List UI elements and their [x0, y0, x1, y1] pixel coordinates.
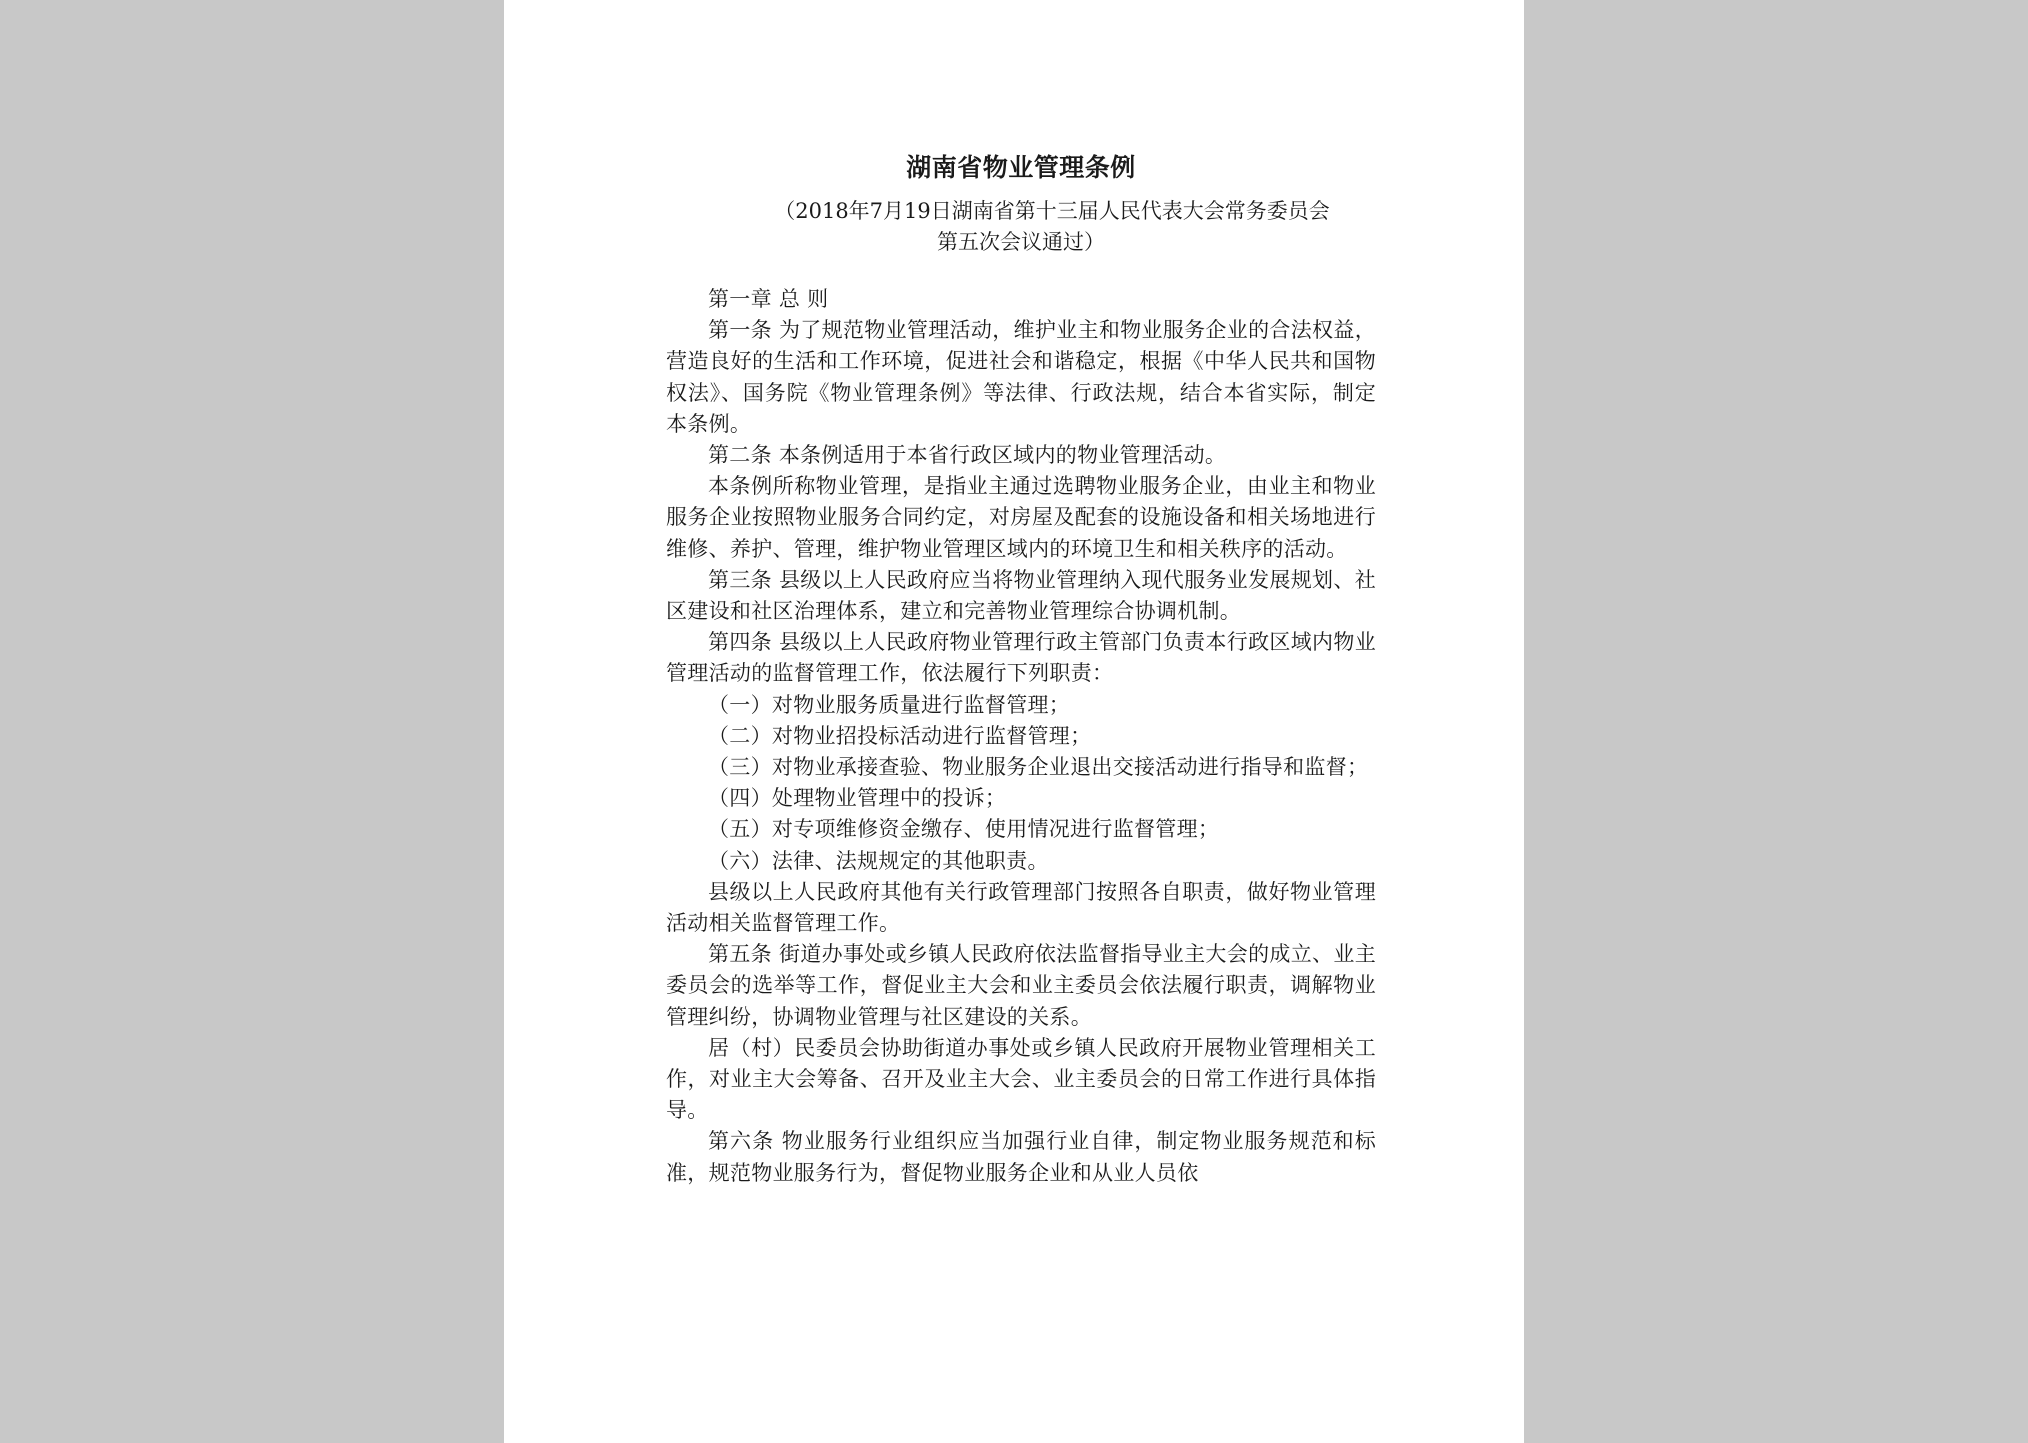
- list-item: （五）对专项维修资金缴存、使用情况进行监督管理；: [708, 817, 1220, 842]
- subtitle-line-2: 第五次会议通过）: [937, 230, 1105, 254]
- article-paragraph: 第六条 物业服务行业组织应当加强行业自律，制定物业服务规范和标准，规范物业服务行为，督促物业服务企业和从业人员依: [666, 1129, 1376, 1185]
- document-body: [666, 284, 1376, 1189]
- list-item: （二）对物业招投标活动进行监督管理；: [708, 723, 1092, 748]
- list-item: （三）对物业承接查验、物业服务企业退出交接活动进行指导和监督；: [708, 755, 1369, 780]
- article-paragraph: 第一条 为了规范物业管理活动，维护业主和物业服务企业的合法权益，营造良好的生活和工作环境，促进社会和谐稳定，根据《中华人民共和国物权法》、国务院《物业管理条例》等法律、行政法规，结合本省实际，制定本条例。: [666, 318, 1376, 436]
- document-content: [666, 148, 1376, 1189]
- article-paragraph: 第五条 街道办事处或乡镇人民政府依法监督指导业主大会的成立、业主委员会的选举等工作，督促业主大会和业主委员会依法履行职责，调解物业管理纠纷，协调物业管理与社区建设的关系。: [666, 942, 1376, 1029]
- chapter-heading: 第一章 总 则: [708, 287, 829, 311]
- subtitle-line-1: （2018年7月19日湖南省第十三届人民代表大会常务委员会: [774, 199, 1330, 223]
- list-item: （六）法律、法规规定的其他职责。: [708, 848, 1049, 873]
- document-subtitle: [666, 196, 1376, 258]
- document-page: [504, 0, 1524, 1443]
- document-title: 湖南省物业管理条例: [906, 153, 1136, 182]
- article-paragraph: 第三条 县级以上人民政府应当将物业管理纳入现代服务业发展规划、社区建设和社区治理体系，建立和完善物业管理综合协调机制。: [666, 567, 1376, 624]
- list-item: （四）处理物业管理中的投诉；: [708, 786, 1007, 811]
- article-paragraph: 本条例所称物业管理，是指业主通过选聘物业服务企业，由业主和物业服务企业按照物业服务合同约定，对房屋及配套的设施设备和相关场地进行维修、养护、管理，维护物业管理区域内的环境卫生和相关秩序的活动。: [666, 474, 1376, 561]
- list-item: （一）对物业服务质量进行监督管理；: [708, 692, 1071, 717]
- article-paragraph: 居（村）民委员会协助街道办事处或乡镇人民政府开展物业管理相关工作，对业主大会筹备、召开及业主大会、业主委员会的日常工作进行具体指导。: [666, 1035, 1376, 1123]
- article-paragraph: 第四条 县级以上人民政府物业管理行政主管部门负责本行政区域内物业管理活动的监督管理工作，依法履行下列职责：: [666, 630, 1376, 686]
- article-paragraph: 县级以上人民政府其他有关行政管理部门按照各自职责，做好物业管理活动相关监督管理工作。: [666, 879, 1376, 936]
- article-paragraph: 第二条 本条例适用于本省行政区域内的物业管理活动。: [708, 443, 1227, 468]
